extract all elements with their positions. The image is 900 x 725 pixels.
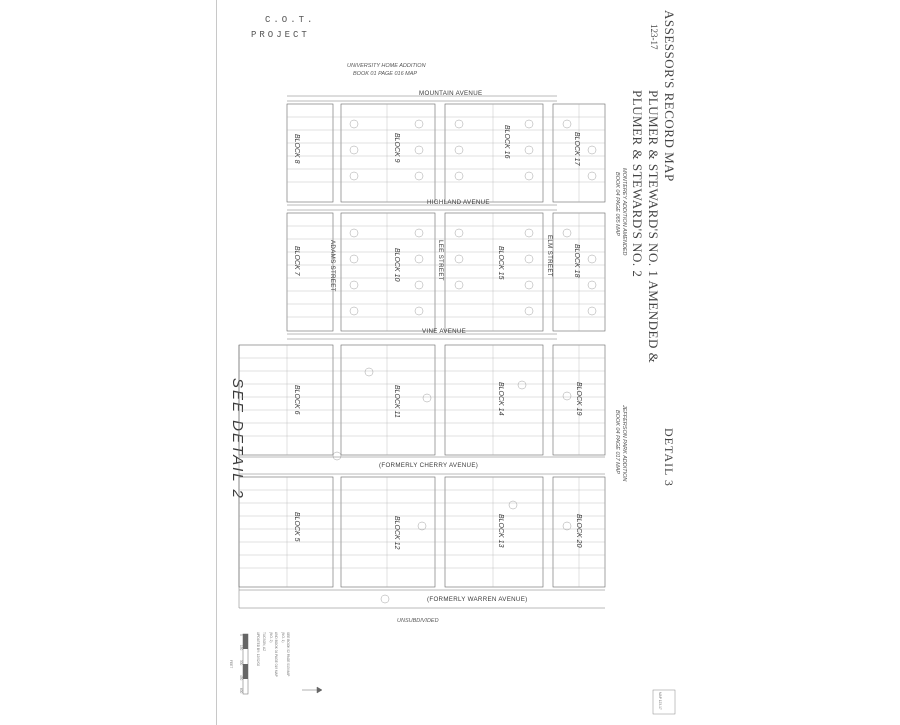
block-11-label: BLOCK 11 <box>393 385 400 418</box>
scale-label-300: 300 <box>239 660 243 666</box>
map-title-line3: PLUMER & STEWARD'S NO. 2 <box>630 90 645 278</box>
block-18-label: BLOCK 18 <box>573 244 580 278</box>
jefferson-note-line1: JEFFERSON PARK ADDITION <box>621 405 627 482</box>
north-arrow-icon <box>302 687 322 693</box>
block-10-label: BLOCK 10 <box>393 248 400 282</box>
project-label: PROJECT <box>251 30 310 40</box>
ref-note-3: AND BOOK 04 PAGE 019 MAP <box>274 632 278 677</box>
svg-text:MAP 123-17: MAP 123-17 <box>658 692 662 710</box>
street-adams: ADAMS STREET <box>329 240 336 292</box>
street-cherry: (FORMERLY CHERRY AVENUE) <box>379 462 479 469</box>
block-13-label: BLOCK 13 <box>497 514 504 548</box>
street-elm: ELM STREET <box>546 235 553 277</box>
ref-note-2: (NO. 1) <box>281 632 285 643</box>
map-stamp <box>653 690 675 714</box>
scale-label-600: 600 <box>239 688 243 694</box>
map-title-line2: PLUMER & STEWARD'S NO. 1 AMENDED & <box>646 90 661 364</box>
monterey-note-line2: BOOK 04 PAGE 065 MAP <box>614 172 620 237</box>
uha-note-line1: UNIVERSITY HOME ADDITION <box>347 63 426 69</box>
detail-label: DETAIL 3 <box>662 428 676 487</box>
scale-label-0: 0 <box>239 634 243 636</box>
map-sheet <box>216 0 701 725</box>
scale-bar <box>229 634 248 694</box>
block-17-label: BLOCK 17 <box>573 132 580 166</box>
block-9-label: BLOCK 9 <box>393 133 400 163</box>
uha-note-line2: BOOK 01 PAGE 016 MAP <box>353 71 418 77</box>
see-detail-label: SEE DETAIL 2 <box>229 378 246 500</box>
street-warren: (FORMERLY WARREN AVENUE) <box>427 596 528 603</box>
scale-label-150: 150 <box>239 645 243 651</box>
scale-label-450: 450 <box>239 675 243 681</box>
block-20-label: BLOCK 20 <box>575 514 582 548</box>
ref-note-5: TUCSON, AZ <box>262 632 266 652</box>
unsubdivided-label: UNSUBDIVIDED <box>397 618 439 624</box>
cot-label: C.O.T. <box>265 15 316 25</box>
parcel-circles <box>333 120 596 603</box>
ref-note-4: (NO. 2) <box>269 632 273 643</box>
block-5-label: BLOCK 5 <box>293 512 300 542</box>
block-14-label: BLOCK 14 <box>497 382 504 416</box>
street-vine: VINE AVENUE <box>422 328 467 335</box>
block-12-label: BLOCK 12 <box>393 516 400 550</box>
jefferson-note-line2: BOOK 04 PAGE 017 MAP <box>614 410 620 475</box>
street-mountain: MOUNTAIN AVENUE <box>419 90 483 97</box>
ref-note-1: SEE BOOK 02 PAGE 013 MAP <box>286 632 290 677</box>
block-15-label: BLOCK 15 <box>497 246 504 280</box>
street-highland: HIGHLAND AVENUE <box>427 199 490 206</box>
block-6-label: BLOCK 6 <box>293 385 300 415</box>
block-16-label: BLOCK 16 <box>503 125 510 159</box>
block-19-label: BLOCK 19 <box>575 382 582 416</box>
street-lee: LEE STREET <box>437 240 444 281</box>
ref-note-6: UPDATED BY: 12/02/02 <box>256 632 260 667</box>
map-title-line1: ASSESSOR'S RECORD MAP <box>662 10 677 182</box>
map-number: 123-17 <box>649 24 659 50</box>
block-7-label: BLOCK 7 <box>293 246 300 276</box>
monterey-note-line1: MONTEREY ADDITION AMENDED <box>621 168 627 256</box>
map-drawing <box>217 0 701 725</box>
block-8-label: BLOCK 8 <box>293 134 300 164</box>
scale-units: FEET <box>229 660 233 669</box>
